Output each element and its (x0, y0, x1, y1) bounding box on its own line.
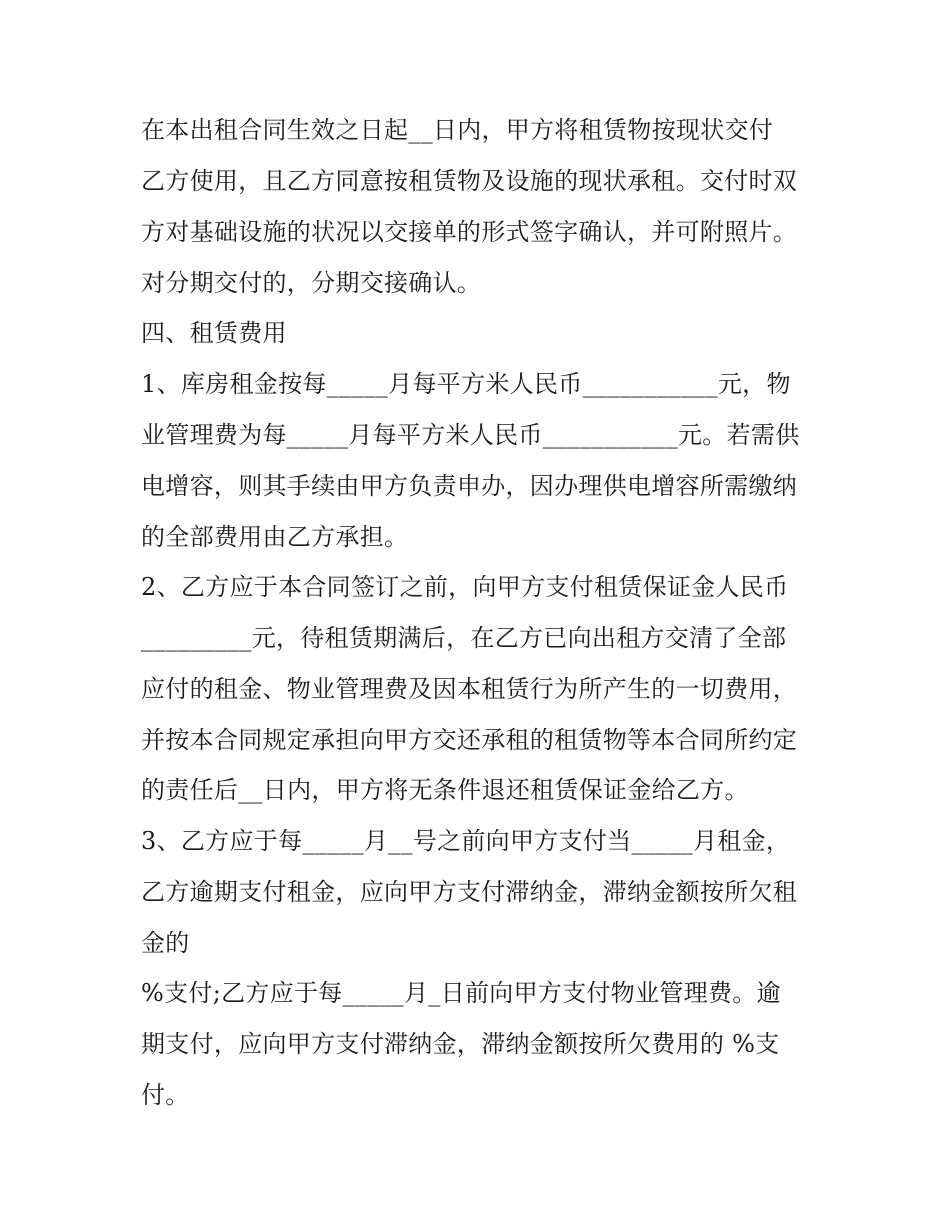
text-line: 方对基础设施的状况以交接单的形式签字确认，并可附照片。 (141, 218, 798, 246)
text-line: 金的 (141, 929, 190, 957)
text-line: 期支付，应向甲方支付滞纳金，滞纳金额按所欠费用的 %支 (141, 1030, 780, 1058)
text-line: 1、库房租金按每_____月每平方米人民币___________元，物 (141, 370, 791, 398)
text-line: 应付的租金、物业管理费及因本租赁行为所产生的一切费用， (141, 675, 798, 703)
text-line: 乙方使用，且乙方同意按租赁物及设施的现状承租。交付时双 (141, 167, 798, 195)
text-line: 并按本合同规定承担向甲方交还承租的租赁物等本合同所约定 (141, 726, 798, 754)
text-line: %支付;乙方应于每_____月_日前向甲方支付物业管理费。逾 (141, 979, 781, 1007)
text-line: 2、乙方应于本合同签订之前，向甲方支付租赁保证金人民币 (141, 573, 789, 601)
text-line: 付。 (141, 1081, 190, 1109)
section-heading: 四、租赁费用 (141, 319, 287, 347)
text-line: 的责任后__日内，甲方将无条件退还租赁保证金给乙方。 (141, 776, 749, 804)
text-line: 对分期交付的，分期交接确认。 (141, 269, 482, 297)
text-line: 3、乙方应于每_____月__号之前向甲方支付当_____月租金， (141, 827, 791, 855)
text-line: 电增容，则其手续由甲方负责申办，因办理供电增容所需缴纳 (141, 472, 798, 500)
text-line: 乙方逾期支付租金，应向甲方支付滞纳金，滞纳金额按所欠租 (141, 878, 798, 906)
text-line: 在本出租合同生效之日起__日内，甲方将租赁物按现状交付 (141, 116, 774, 144)
text-line: 业管理费为每_____月每平方米人民币___________元。若需供 (141, 421, 800, 449)
text-line: _________元，待租赁期满后，在乙方已向出租方交清了全部 (141, 624, 787, 652)
text-line: 的全部费用由乙方承担。 (141, 523, 409, 551)
